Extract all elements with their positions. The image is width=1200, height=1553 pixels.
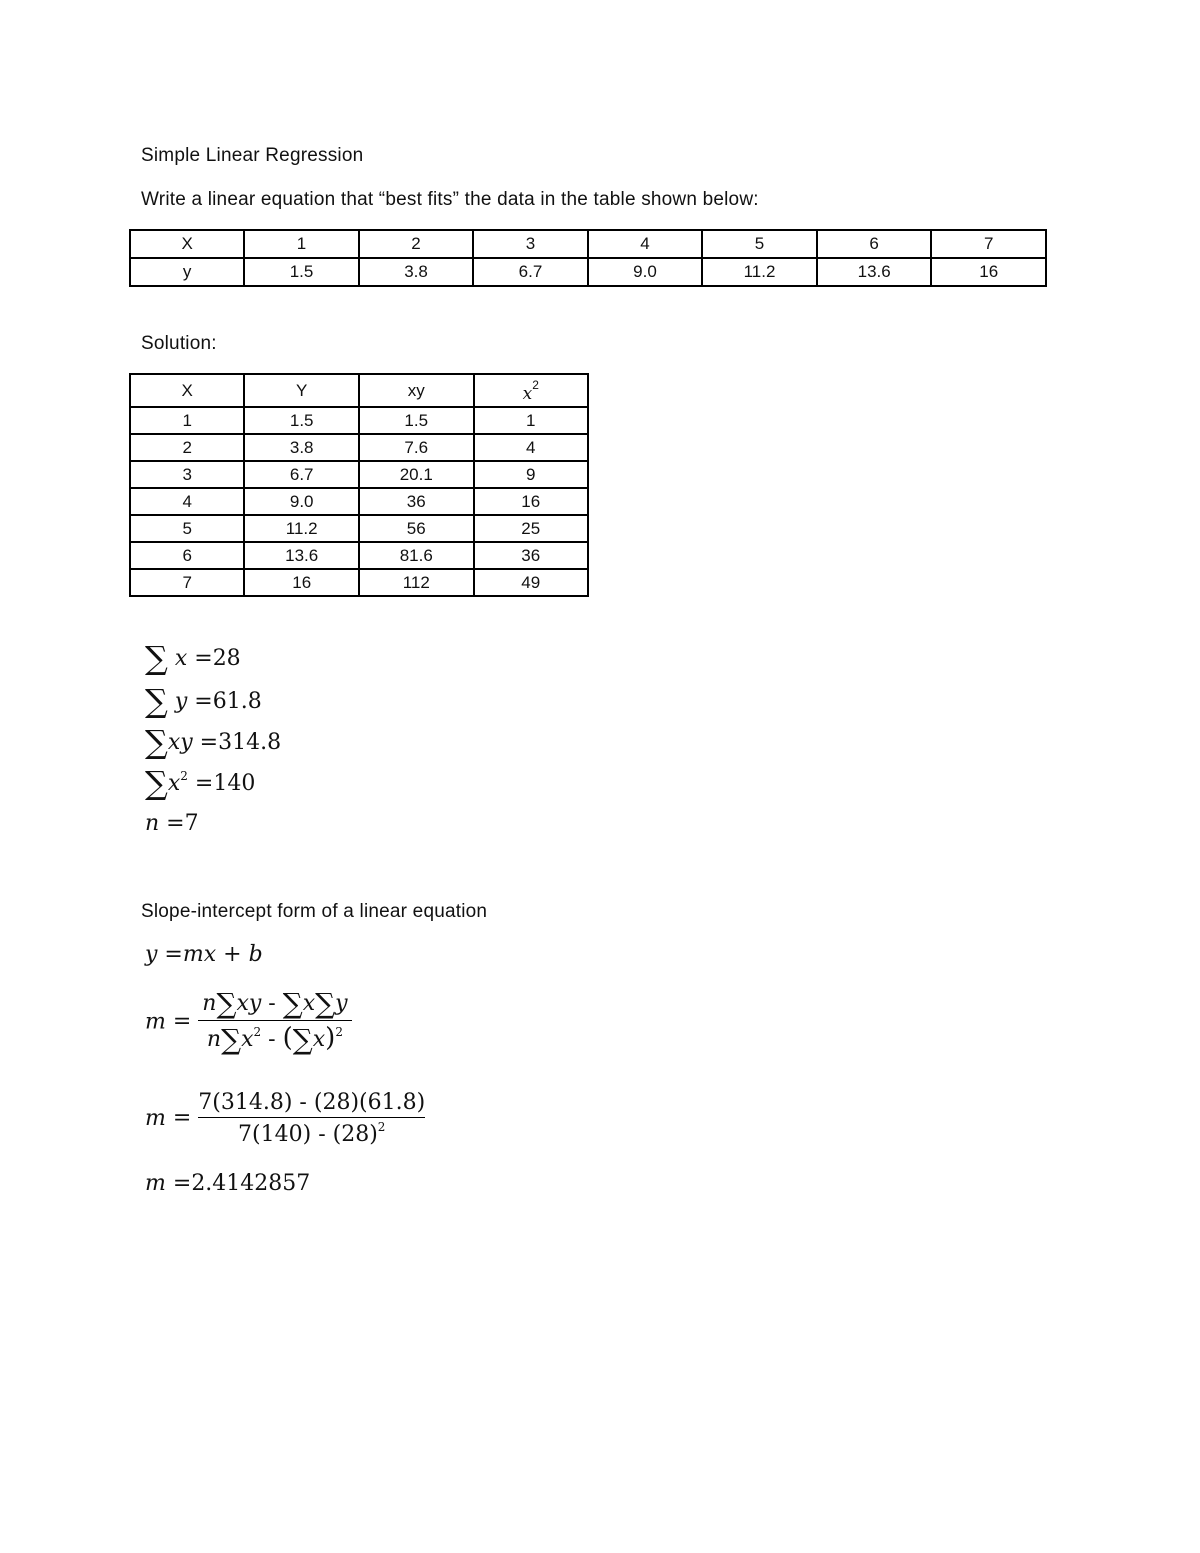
- slope-substitution-fraction: [198, 1090, 425, 1147]
- table-header-row: [130, 374, 588, 407]
- table-row: [130, 569, 588, 596]
- sigma-symbol: ∑: [145, 723, 168, 761]
- table-cell: 13.6: [244, 542, 359, 569]
- table-cell: 13.6: [817, 258, 932, 286]
- table-cell: 11.2: [702, 258, 817, 286]
- table-cell: 1: [130, 407, 244, 434]
- document-title: Simple Linear Regression: [141, 145, 364, 166]
- sum-x-equation: ∑ x =28: [145, 639, 241, 677]
- sigma-symbol: ∑: [145, 764, 168, 802]
- table-cell: 1: [474, 407, 588, 434]
- sum-x2-equation: $\sum x^2 =140$: [145, 764, 256, 802]
- table-cell: 4: [130, 488, 244, 515]
- table-cell: 25: [474, 515, 588, 542]
- table-row: [130, 542, 588, 569]
- table-row: [130, 434, 588, 461]
- slope-intercept-heading: Slope-intercept form of a linear equation: [141, 901, 488, 922]
- slope-intercept-equation: y =mx + b: [145, 942, 263, 967]
- table-row: [130, 258, 1046, 286]
- table-cell: 1.5: [244, 407, 359, 434]
- slope-value: 2.4142857: [191, 1171, 311, 1196]
- table-row: [130, 407, 588, 434]
- table-cell: 5: [130, 515, 244, 542]
- slope-formula: m = $\frac{n\sum xy - \sum x\sum y}{n\sum x^2 - (\sum x)^2}$: [145, 990, 352, 1054]
- table-cell: 20.1: [359, 461, 474, 488]
- table-cell: 6: [130, 542, 244, 569]
- table-cell: 1.5: [359, 407, 474, 434]
- table-cell: 36: [474, 542, 588, 569]
- table-cell: 56: [359, 515, 474, 542]
- table-row: [130, 230, 1046, 258]
- table-cell: 3: [130, 461, 244, 488]
- substitution-denominator: 7(140) - (28): [238, 1122, 378, 1147]
- table-cell: 16: [244, 569, 359, 596]
- table-cell: 7: [130, 569, 244, 596]
- table-cell: 9.0: [244, 488, 359, 515]
- sum-y-value: 61.8: [212, 689, 262, 714]
- table-cell: 3.8: [359, 258, 473, 286]
- solution-label: Solution:: [141, 333, 217, 354]
- table-cell: 2: [130, 434, 244, 461]
- table-cell: 16: [474, 488, 588, 515]
- table-row: [130, 488, 588, 515]
- sum-xy-value: 314.8: [218, 730, 282, 755]
- denominator-exponent: 2: [377, 1120, 386, 1134]
- table-cell: 3: [473, 230, 587, 258]
- table-cell: 81.6: [359, 542, 474, 569]
- table-cell: 1.5: [244, 258, 358, 286]
- table-cell: 4: [474, 434, 588, 461]
- table-cell: 49: [474, 569, 588, 596]
- n-value: 7: [184, 811, 199, 836]
- table-cell: 9.0: [588, 258, 702, 286]
- table-cell: 1: [244, 230, 358, 258]
- substitution-numerator: 7(314.8) - (28)(61.8): [198, 1090, 425, 1118]
- slope-formula-fraction: $\frac{n\sum xy - \sum x\sum y}{n\sum x^2 - (\sum x)^2}$: [198, 990, 351, 1054]
- header-exponent: 2: [532, 377, 539, 392]
- prompt-text: Write a linear equation that “best fits” the data in the table shown below:: [141, 189, 759, 210]
- table-cell: 6.7: [244, 461, 359, 488]
- table-cell: 112: [359, 569, 474, 596]
- column-header: xy: [359, 374, 474, 407]
- table-cell: y: [130, 258, 244, 286]
- table-cell: 5: [702, 230, 817, 258]
- table-cell: X: [130, 230, 244, 258]
- data-table: [129, 229, 1047, 287]
- slope-substitution: m = $\frac{7(314.8) - (28)(61.8)}{7(140) - (28)^2}$: [145, 1090, 426, 1147]
- header-x: x: [522, 383, 533, 404]
- sum-y-equation: ∑ y =61.8: [145, 682, 262, 720]
- column-header: Y: [244, 374, 359, 407]
- table-cell: 4: [588, 230, 702, 258]
- n-equation: n =7: [145, 811, 199, 836]
- column-header: X: [130, 374, 244, 407]
- table-cell: 9: [474, 461, 588, 488]
- sum-x-value: 28: [212, 646, 241, 671]
- table-cell: 3.8: [244, 434, 359, 461]
- table-cell: 7: [931, 230, 1046, 258]
- table-cell: 7.6: [359, 434, 474, 461]
- table-cell: 6: [817, 230, 932, 258]
- sum-xy-equation: ∑xy =314.8: [145, 723, 282, 761]
- solution-table: [129, 373, 589, 597]
- sum-x2-value: 140: [213, 771, 256, 796]
- table-row: [130, 515, 588, 542]
- table-cell: 11.2: [244, 515, 359, 542]
- table-cell: 6.7: [473, 258, 587, 286]
- table-cell: 2: [359, 230, 473, 258]
- table-cell: 36: [359, 488, 474, 515]
- table-row: [130, 461, 588, 488]
- column-header-x-squared: [474, 374, 588, 407]
- sigma-symbol: ∑: [145, 639, 168, 677]
- sigma-symbol: ∑: [145, 682, 168, 720]
- slope-result: m =2.4142857: [145, 1171, 311, 1196]
- table-cell: 16: [931, 258, 1046, 286]
